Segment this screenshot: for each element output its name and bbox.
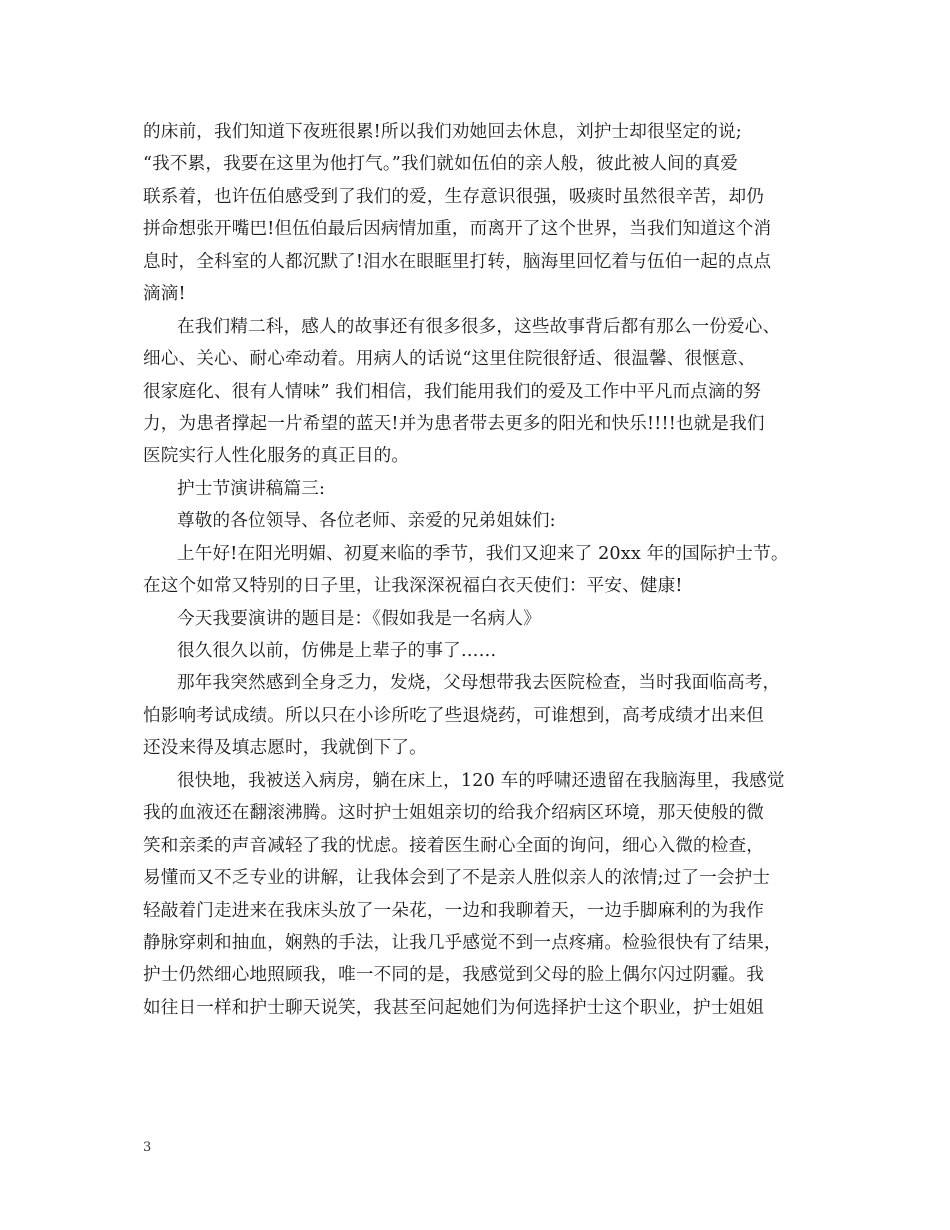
text-line: 怕影响考试成绩。所以只在小诊所吃了些退烧药，可谁想到，高考成绩才出来但 bbox=[143, 705, 765, 726]
text-line: 易懂而又不乏专业的讲解，让我体会到了不是亲人胜似亲人的浓情;过了一会护士 bbox=[143, 868, 771, 889]
salutation-line: 尊敬的各位领导、各位老师、亲爱的兄弟姐妹们: bbox=[177, 511, 556, 532]
paragraph-first-line: 上午好!在阳光明媚、初夏来临的季节，我们又迎来了 20xx 年的国际护士节。 bbox=[177, 543, 789, 564]
paragraph-first-line: 很快地，我被送入病房，躺在床上，120 车的呼啸还遗留在我脑海里，我感觉 bbox=[177, 770, 785, 791]
text-line: 细心、关心、耐心牵动着。用病人的话说“这里住院很舒适、很温馨、很惬意、 bbox=[143, 349, 756, 370]
text-line: 的床前，我们知道下夜班很累!所以我们劝她回去休息，刘护士却很坚定的说; bbox=[143, 122, 742, 142]
text-line: “我不累，我要在这里为他打气。”我们就如伍伯的亲人般，彼此被人间的真爱 bbox=[143, 154, 739, 175]
text-line: 轻敲着门走进来在我床头放了一朵花，一边和我聊着天，一边手脚麻利的为我作 bbox=[143, 900, 765, 921]
text-line: 护士仍然细心地照顾我，唯一不同的是，我感觉到父母的脸上偶尔闪过阴霾。我 bbox=[143, 965, 765, 986]
text-line: 息时，全科室的人都沉默了!泪水在眼眶里打转，脑海里回忆着与伍伯一起的点点 bbox=[143, 251, 772, 272]
text-line: 力，为患者撑起一片希望的蓝天!并为患者带去更多的阳光和快乐!!!!也就是我们 bbox=[143, 413, 765, 434]
text-line: 滴滴! bbox=[143, 284, 186, 305]
text-line: 静脉穿刺和抽血，娴熟的手法，让我几乎感觉不到一点疼痛。检验很快有了结果， bbox=[143, 932, 782, 953]
text-line: 医院实行人性化服务的真正目的。 bbox=[143, 446, 410, 467]
text-line: 笑和亲柔的声音减轻了我的忧虑。接着医生耐心全面的询问，细心入微的检查， bbox=[143, 835, 765, 856]
paragraph-first-line: 很久很久以前，仿佛是上辈子的事了…… bbox=[177, 641, 497, 661]
text-line: 在这个如常又特别的日子里，让我深深祝福白衣天使们：平安、健康! bbox=[143, 576, 683, 597]
page-number: 3 bbox=[143, 1140, 152, 1155]
text-line: 还没来得及填志愿时，我就倒下了。 bbox=[143, 738, 427, 759]
text-line: 拼命想张开嘴巴!但伍伯最后因病情加重，而离开了这个世界，当我们知道这个消 bbox=[143, 219, 772, 240]
text-line: 如往日一样和护士聊天说笑，我甚至问起她们为何选择护士这个职业，护士姐姐 bbox=[143, 997, 765, 1018]
text-line: 联系着，也许伍伯感受到了我们的爱，生存意识很强，吸痰时虽然很辛苦，却仍 bbox=[143, 186, 765, 207]
paragraph-first-line: 那年我突然感到全身乏力，发烧，父母想带我去医院检查，当时我面临高考， bbox=[177, 673, 781, 694]
text-line: 很家庭化、很有人情味” 我们相信，我们能用我们的爱及工作中平凡而点滴的努 bbox=[143, 381, 762, 402]
document-body bbox=[143, 116, 823, 1024]
paragraph-first-line: 今天我要演讲的题目是：《假如我是一名病人》 bbox=[177, 608, 541, 629]
text-line: 我的血液还在翻滚沸腾。这时护士姐姐亲切的给我介绍病区环境，那天使般的微 bbox=[143, 803, 765, 824]
paragraph-first-line: 在我们精二科，感人的故事还有很多很多，这些故事背后都有那么一份爱心、 bbox=[177, 316, 781, 337]
section-heading: 护士节演讲稿篇三: bbox=[177, 478, 326, 499]
